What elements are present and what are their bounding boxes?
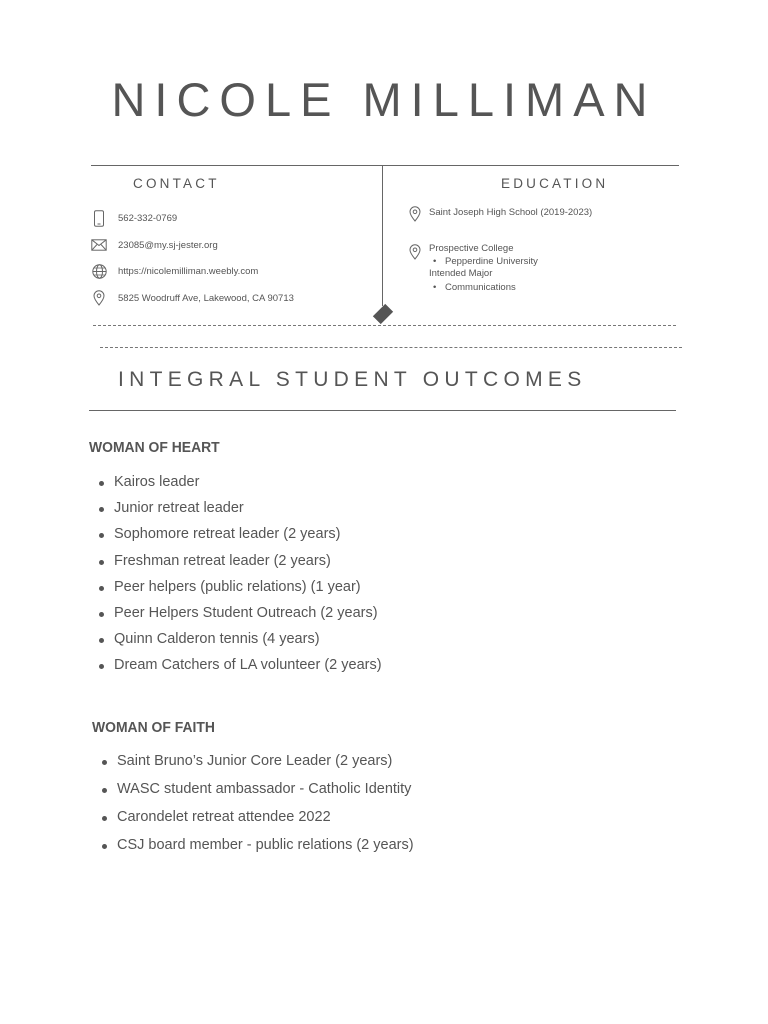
school-name: Saint Joseph High School (2019-2023)	[429, 207, 593, 218]
intended-major-label: Intended Major	[429, 268, 493, 279]
top-divider	[91, 165, 679, 166]
list-item: Freshman retreat leader (2 years)	[89, 552, 382, 578]
column-divider	[382, 166, 383, 306]
list-item: Saint Bruno’s Junior Core Leader (2 years)	[92, 752, 414, 780]
prospective-college-item: • Pepperdine University	[445, 256, 538, 267]
list-item: Dream Catchers of LA volunteer (2 years)	[89, 656, 382, 682]
category-title-faith: WOMAN OF FAITH	[92, 720, 215, 736]
phone-icon	[90, 209, 108, 227]
contact-phone	[90, 208, 177, 228]
mail-icon	[90, 236, 108, 254]
education-heading: EDUCATION	[501, 176, 609, 191]
faith-list	[92, 752, 414, 864]
location-pin-icon	[409, 206, 423, 224]
contact-website	[90, 261, 258, 281]
outcomes-title: INTEGRAL STUDENT OUTCOMES	[118, 368, 587, 391]
list-item: Carondelet retreat attendee 2022	[92, 808, 414, 836]
contact-website-text: https://nicolemilliman.weebly.com	[118, 265, 259, 277]
contact-address-text: 5825 Woodruff Ave, Lakewood, CA 90713	[118, 292, 294, 304]
list-item: WASC student ambassador - Catholic Identity	[92, 780, 414, 808]
list-item: Kairos leader	[89, 473, 382, 499]
list-item: Junior retreat leader	[89, 499, 382, 525]
list-item: Peer Helpers Student Outreach (2 years)	[89, 604, 382, 630]
location-pin-icon	[90, 289, 108, 307]
contact-phone-text: 562-332-0769	[118, 212, 178, 224]
resume-name: NICOLE MILLIMAN	[111, 73, 657, 126]
dashed-divider-1	[93, 325, 676, 326]
dashed-divider-2	[100, 347, 682, 348]
contact-heading: CONTACT	[133, 176, 220, 191]
intended-major-item: • Communications	[445, 282, 516, 293]
contact-email-text: 23085@my.sj-jester.org	[118, 239, 218, 251]
outcomes-divider	[89, 410, 676, 411]
divider-diamond	[373, 304, 393, 324]
prospective-college-label: Prospective College	[429, 243, 514, 254]
list-item: Peer helpers (public relations) (1 year)	[89, 578, 382, 604]
list-item: Sophomore retreat leader (2 years)	[89, 525, 382, 551]
contact-address	[90, 288, 294, 308]
heart-list	[89, 473, 382, 683]
globe-icon	[90, 262, 108, 280]
list-item: Quinn Calderon tennis (4 years)	[89, 630, 382, 656]
location-pin-icon	[409, 244, 423, 262]
list-item: CSJ board member - public relations (2 years)	[92, 836, 414, 864]
category-title-heart: WOMAN OF HEART	[89, 440, 220, 456]
contact-email	[90, 235, 218, 255]
